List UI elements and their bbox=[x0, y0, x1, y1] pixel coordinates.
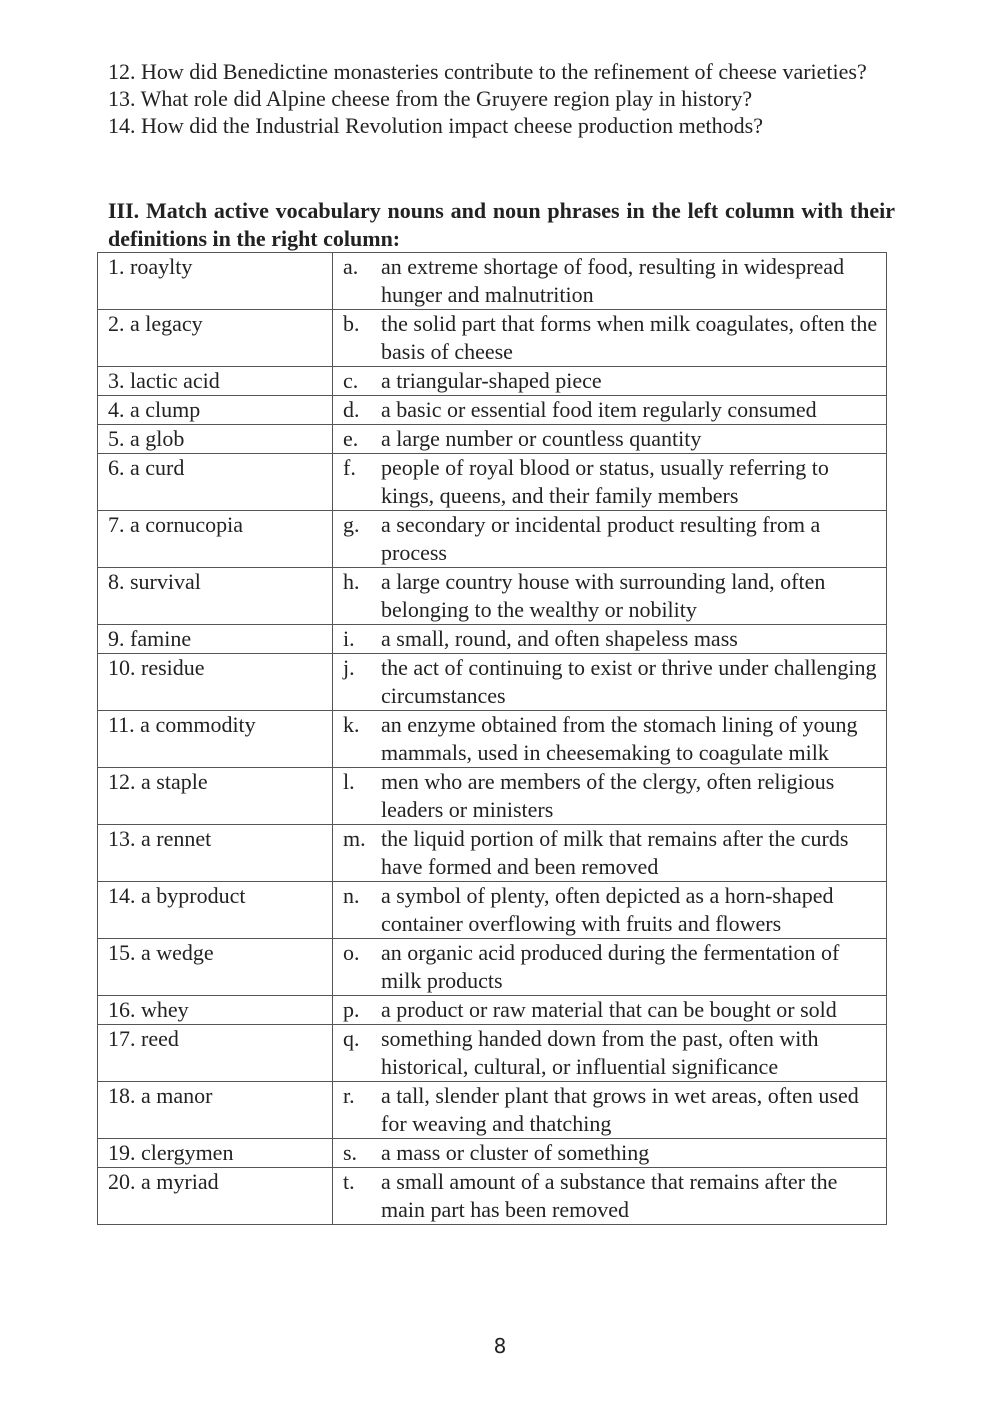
term-cell: 2. a legacy bbox=[98, 310, 333, 367]
definition-text: men who are members of the clergy, often religious leaders or ministers bbox=[381, 769, 835, 822]
definition-cell bbox=[333, 939, 887, 996]
definition-wrapper bbox=[343, 310, 882, 366]
definition-wrapper bbox=[343, 1082, 882, 1138]
table-row bbox=[98, 1082, 887, 1139]
definition-wrapper bbox=[343, 882, 882, 938]
definition-text: the liquid portion of milk that remains after the curds have formed and been removed bbox=[381, 826, 849, 879]
table-row bbox=[98, 768, 887, 825]
table-row bbox=[98, 882, 887, 939]
definition-wrapper bbox=[343, 1139, 882, 1167]
table-row bbox=[98, 1139, 887, 1168]
table-row bbox=[98, 367, 887, 396]
definition-letter: m. bbox=[343, 826, 366, 851]
definition-cell bbox=[333, 253, 887, 310]
definition-text: something handed down from the past, often with historical, cultural, or influential significance bbox=[381, 1026, 819, 1079]
question-13: 13. What role did Alpine cheese from the Gruyere region play in history? bbox=[108, 86, 753, 111]
definition-cell bbox=[333, 825, 887, 882]
table-row bbox=[98, 825, 887, 882]
definition-cell bbox=[333, 1025, 887, 1082]
definition-cell bbox=[333, 1082, 887, 1139]
definition-cell bbox=[333, 310, 887, 367]
definition-text: a tall, slender plant that grows in wet areas, often used for weaving and thatching bbox=[381, 1083, 859, 1136]
definition-cell bbox=[333, 568, 887, 625]
definition-cell bbox=[333, 511, 887, 568]
definition-text: a small, round, and often shapeless mass bbox=[381, 626, 738, 651]
definition-wrapper bbox=[343, 511, 882, 567]
table-row bbox=[98, 1025, 887, 1082]
vocabulary-table-body bbox=[98, 253, 887, 1225]
definition-text: a product or raw material that can be bought or sold bbox=[381, 997, 837, 1022]
definition-text: people of royal blood or status, usually referring to kings, queens, and their family members bbox=[381, 455, 829, 508]
definition-wrapper bbox=[343, 454, 882, 510]
term-cell: 8. survival bbox=[98, 568, 333, 625]
term-cell: 12. a staple bbox=[98, 768, 333, 825]
definition-letter: n. bbox=[343, 883, 360, 908]
question-14: 14. How did the Industrial Revolution impact cheese production methods? bbox=[108, 113, 763, 138]
definition-cell bbox=[333, 768, 887, 825]
definition-wrapper bbox=[343, 939, 882, 995]
term-cell: 1. roaylty bbox=[98, 253, 333, 310]
definition-letter: f. bbox=[343, 455, 356, 480]
definition-cell bbox=[333, 367, 887, 396]
definition-letter: g. bbox=[343, 512, 360, 537]
table-row bbox=[98, 654, 887, 711]
term-cell: 13. a rennet bbox=[98, 825, 333, 882]
definition-text: a large number or countless quantity bbox=[381, 426, 702, 451]
term-cell: 17. reed bbox=[98, 1025, 333, 1082]
definition-cell bbox=[333, 1139, 887, 1168]
question-12: 12. How did Benedictine monasteries contribute to the refinement of cheese varieties? bbox=[108, 59, 867, 84]
table-row bbox=[98, 625, 887, 654]
term-cell: 18. a manor bbox=[98, 1082, 333, 1139]
term-cell: 4. a clump bbox=[98, 396, 333, 425]
table-row bbox=[98, 396, 887, 425]
definition-cell bbox=[333, 1168, 887, 1225]
definition-wrapper bbox=[343, 711, 882, 767]
table-row bbox=[98, 1168, 887, 1225]
definition-wrapper bbox=[343, 396, 882, 424]
term-cell: 7. a cornucopia bbox=[98, 511, 333, 568]
page-number: 8 bbox=[493, 1334, 507, 1358]
table-row bbox=[98, 568, 887, 625]
definition-letter: s. bbox=[343, 1140, 358, 1165]
term-cell: 3. lactic acid bbox=[98, 367, 333, 396]
definition-wrapper bbox=[343, 568, 882, 624]
definition-letter: k. bbox=[343, 712, 360, 737]
table-row bbox=[98, 454, 887, 511]
term-cell: 6. a curd bbox=[98, 454, 333, 511]
table-row bbox=[98, 711, 887, 768]
term-cell: 15. a wedge bbox=[98, 939, 333, 996]
definition-text: an organic acid produced during the fermentation of milk products bbox=[381, 940, 840, 993]
definition-wrapper bbox=[343, 367, 882, 395]
table-row bbox=[98, 425, 887, 454]
definition-letter: r. bbox=[343, 1083, 355, 1108]
definition-wrapper bbox=[343, 654, 882, 710]
term-cell: 14. a byproduct bbox=[98, 882, 333, 939]
definition-text: an extreme shortage of food, resulting in widespread hunger and malnutrition bbox=[381, 254, 845, 307]
definition-letter: t. bbox=[343, 1169, 355, 1194]
definition-text: a large country house with surrounding land, often belonging to the wealthy or nobility bbox=[381, 569, 826, 622]
definition-text: a mass or cluster of something bbox=[381, 1140, 650, 1165]
definition-wrapper bbox=[343, 1025, 882, 1081]
term-cell: 16. whey bbox=[98, 996, 333, 1025]
table-row bbox=[98, 939, 887, 996]
definition-cell bbox=[333, 996, 887, 1025]
definition-letter: l. bbox=[343, 769, 355, 794]
definition-cell bbox=[333, 396, 887, 425]
definition-cell bbox=[333, 711, 887, 768]
definition-wrapper bbox=[343, 996, 882, 1024]
table-row bbox=[98, 253, 887, 310]
definition-letter: b. bbox=[343, 311, 360, 336]
table-row bbox=[98, 996, 887, 1025]
table-row bbox=[98, 511, 887, 568]
definition-text: a basic or essential food item regularly consumed bbox=[381, 397, 817, 422]
definition-letter: o. bbox=[343, 940, 360, 965]
vocabulary-table bbox=[97, 252, 887, 1225]
definition-cell bbox=[333, 882, 887, 939]
definition-text: an enzyme obtained from the stomach lining of young mammals, used in cheesemaking to coagulate milk bbox=[381, 712, 858, 765]
definition-cell bbox=[333, 654, 887, 711]
definition-wrapper bbox=[343, 825, 882, 881]
definition-letter: i. bbox=[343, 626, 355, 651]
definition-text: a secondary or incidental product resulting from a process bbox=[381, 512, 821, 565]
definition-letter: p. bbox=[343, 997, 360, 1022]
term-cell: 9. famine bbox=[98, 625, 333, 654]
questions-list bbox=[108, 58, 895, 139]
definition-cell bbox=[333, 425, 887, 454]
definition-wrapper bbox=[343, 768, 882, 824]
definition-letter: c. bbox=[343, 368, 359, 393]
definition-cell bbox=[333, 454, 887, 511]
term-cell: 20. a myriad bbox=[98, 1168, 333, 1225]
section-heading: III. Match active vocabulary nouns and noun phrases in the left column with their definitions in the right column: bbox=[108, 198, 895, 251]
definition-letter: q. bbox=[343, 1026, 360, 1051]
definition-letter: a. bbox=[343, 254, 359, 279]
definition-cell bbox=[333, 625, 887, 654]
definition-text: a small amount of a substance that remains after the main part has been removed bbox=[381, 1169, 838, 1222]
definition-wrapper bbox=[343, 425, 882, 453]
term-cell: 10. residue bbox=[98, 654, 333, 711]
definition-letter: d. bbox=[343, 397, 360, 422]
definition-wrapper bbox=[343, 625, 882, 653]
definition-text: a triangular-shaped piece bbox=[381, 368, 602, 393]
term-cell: 11. a commodity bbox=[98, 711, 333, 768]
definition-text: the solid part that forms when milk coagulates, often the basis of cheese bbox=[381, 311, 878, 364]
definition-wrapper bbox=[343, 253, 882, 309]
term-cell: 19. clergymen bbox=[98, 1139, 333, 1168]
table-row bbox=[98, 310, 887, 367]
definition-letter: j. bbox=[343, 655, 355, 680]
definition-wrapper bbox=[343, 1168, 882, 1224]
definition-text: a symbol of plenty, often depicted as a horn-shaped container overflowing with fruits and flowers bbox=[381, 883, 834, 936]
definition-letter: e. bbox=[343, 426, 359, 451]
term-cell: 5. a glob bbox=[98, 425, 333, 454]
definition-letter: h. bbox=[343, 569, 360, 594]
definition-text: the act of continuing to exist or thrive under challenging circumstances bbox=[381, 655, 877, 708]
